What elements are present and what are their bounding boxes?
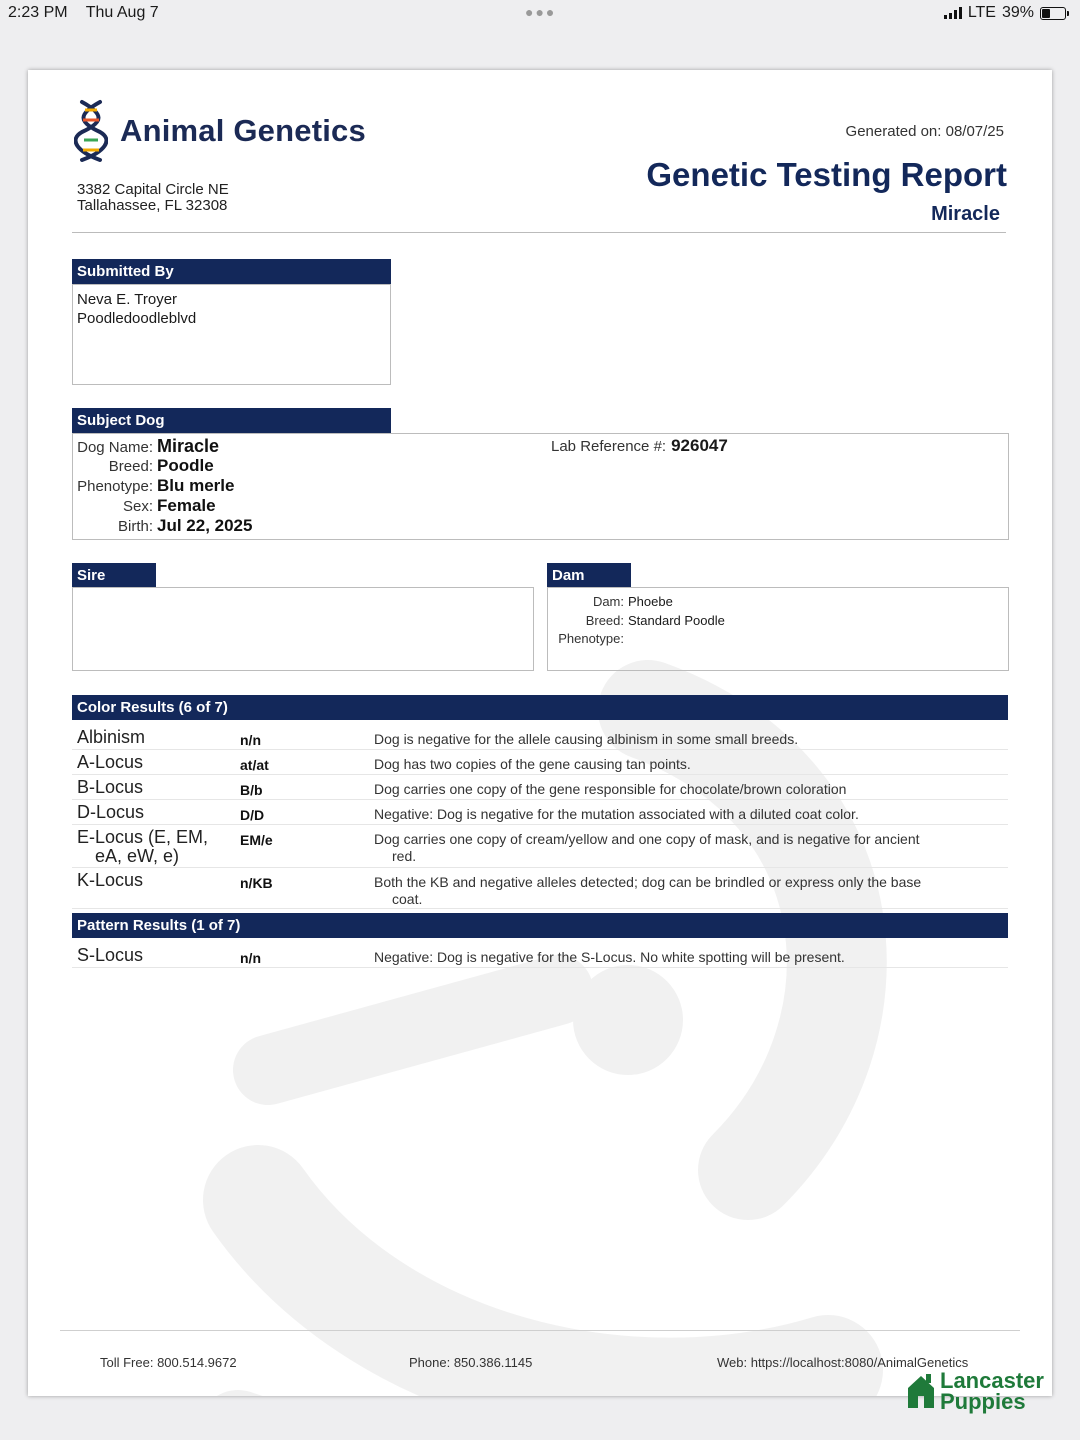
dam-phenotype-row: Phenotype: bbox=[558, 631, 624, 646]
submitted-by-content bbox=[77, 290, 196, 328]
result-row-s-locus: S-Locus n/n Negative: Dog is negative for the S-Locus. No white spotting will be present. bbox=[72, 943, 1008, 968]
field-phenotype: Phenotype: Blu merle bbox=[77, 476, 235, 495]
report-page bbox=[28, 70, 1052, 1396]
result-row-k-locus: K-Locus n/KB Both the KB and negative alleles detected; dog can be brindled or express only the base coat. bbox=[72, 868, 1008, 909]
pattern-results-table bbox=[72, 943, 1008, 968]
dam-fields bbox=[558, 593, 725, 649]
color-results-table bbox=[72, 725, 1008, 909]
company-logo bbox=[74, 98, 366, 164]
submitter-line2: Poodledoodleblvd bbox=[77, 310, 197, 327]
result-row-d-locus: D-Locus D/D Negative: Dog is negative for the mutation associated with a diluted coat color. bbox=[72, 800, 1008, 825]
lancaster-puppies-text: Lancaster Puppies bbox=[940, 1368, 1044, 1414]
dam-breed-row: Breed: Standard Poodle bbox=[585, 612, 725, 628]
field-breed: Breed: Poodle bbox=[108, 456, 214, 475]
address-line2: Tallahassee, FL 32308 bbox=[77, 197, 228, 214]
generated-date: Generated on: 08/07/25 bbox=[845, 123, 1004, 140]
result-row-a-locus: A-Locus at/at Dog has two copies of the gene causing tan points. bbox=[72, 750, 1008, 775]
battery-icon bbox=[1040, 7, 1066, 20]
status-right bbox=[944, 4, 1066, 22]
result-row-b-locus: B-Locus B/b Dog carries one copy of the gene responsible for chocolate/brown coloration bbox=[72, 775, 1008, 800]
lab-reference bbox=[551, 436, 728, 456]
sire-box bbox=[72, 587, 534, 671]
submitter-name: Neva E. Troyer bbox=[77, 291, 178, 308]
result-row-albinism: Albinism n/n Dog is negative for the allele causing albinism in some small breeds. bbox=[72, 725, 1008, 750]
header-divider bbox=[72, 232, 1006, 233]
result-row-e-locus: E-Locus (E, EM, eA, eW, e) EM/e Dog carries one copy of cream/yellow and one copy of mask, and is negative for ancient red. bbox=[72, 825, 1008, 868]
footer-web-link[interactable]: Web: https://localhost:8080/AnimalGenetics bbox=[717, 1355, 969, 1370]
lancaster-puppies-logo bbox=[906, 1370, 1044, 1412]
status-time: 2:23 PM bbox=[8, 4, 68, 21]
report-dog-name: Miracle bbox=[931, 203, 1000, 225]
house-paw-icon bbox=[906, 1372, 936, 1410]
sire-header: Sire bbox=[72, 563, 156, 588]
footer-toll-free: Toll Free: 800.514.9672 bbox=[100, 1355, 237, 1370]
battery-percent: 39% bbox=[1001, 4, 1034, 21]
pattern-results-header: Pattern Results (1 of 7) bbox=[72, 913, 1008, 938]
color-results-header: Color Results (6 of 7) bbox=[72, 695, 1008, 720]
status-date: Thu Aug 7 bbox=[85, 4, 159, 21]
subject-dog-header: Subject Dog bbox=[72, 408, 391, 433]
footer-divider bbox=[60, 1330, 1020, 1331]
submitted-by-header: Submitted By bbox=[72, 259, 391, 284]
lab-reference-label: Lab Reference #: bbox=[551, 438, 667, 455]
field-birth: Birth: Jul 22, 2025 bbox=[117, 516, 253, 535]
dam-header: Dam bbox=[547, 563, 631, 588]
report-title: Genetic Testing Report bbox=[646, 156, 1007, 193]
dam-name-row: Dam: Phoebe bbox=[592, 594, 673, 609]
network-label: LTE bbox=[967, 4, 996, 21]
company-name: Animal Genetics bbox=[120, 113, 366, 148]
field-sex: Sex: Female bbox=[122, 496, 216, 515]
subject-dog-fields bbox=[77, 436, 252, 536]
footer-phone: Phone: 850.386.1145 bbox=[409, 1355, 533, 1370]
company-address bbox=[77, 182, 229, 214]
signal-icon bbox=[944, 7, 962, 19]
status-left bbox=[8, 4, 173, 22]
address-line1: 3382 Capital Circle NE bbox=[77, 181, 229, 198]
status-bar bbox=[0, 0, 1080, 28]
dna-helix-icon bbox=[74, 98, 108, 164]
lab-reference-value: 926047 bbox=[671, 436, 728, 455]
field-dog-name: Dog Name: Miracle bbox=[77, 436, 220, 456]
multitask-dots-icon[interactable]: ●●● bbox=[525, 4, 557, 20]
